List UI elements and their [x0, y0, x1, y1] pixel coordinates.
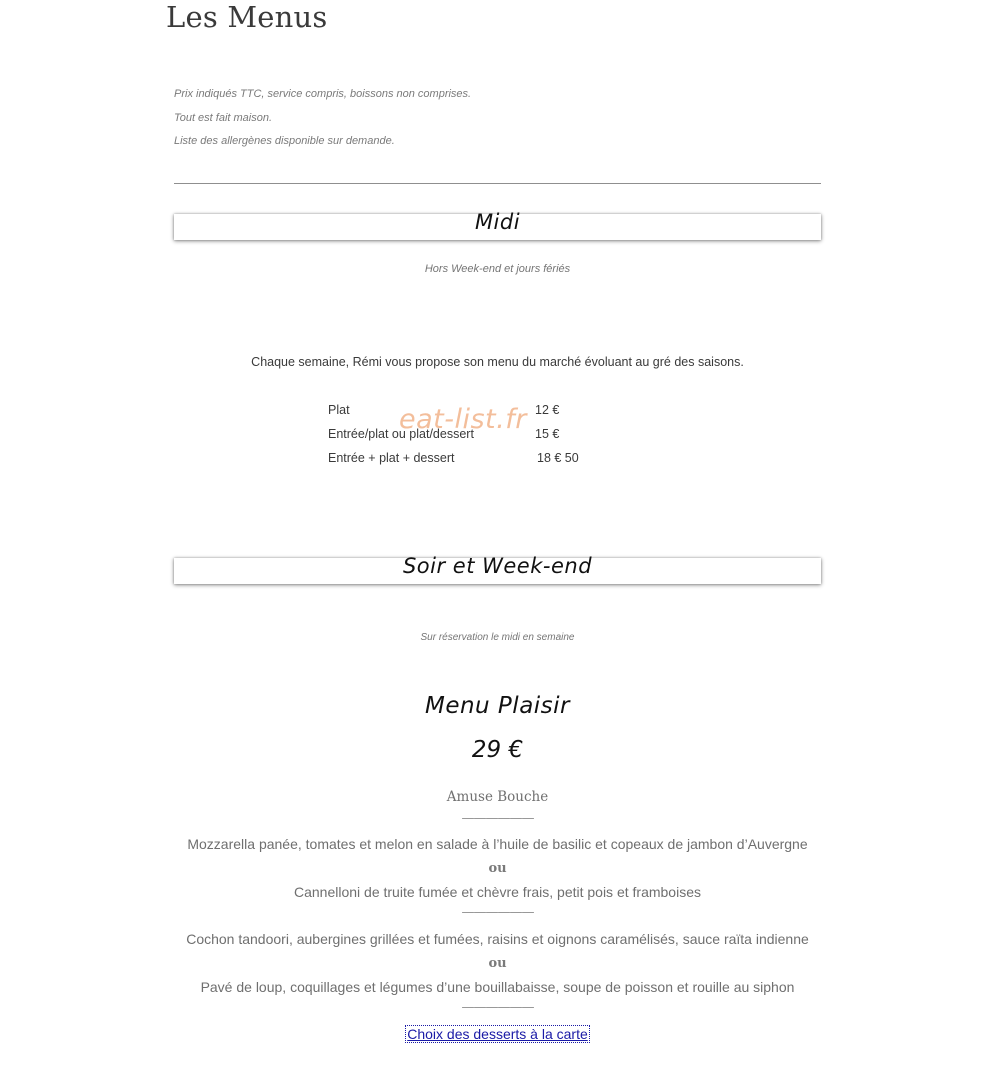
course-main-1: Cochon tandoori, aubergines grillées et fumées, raisins et oignons caramélisés, sauce raïta indienne [186, 931, 809, 948]
soir-caption: Sur réservation le midi en semaine [420, 632, 575, 643]
midi-banner [174, 210, 821, 240]
note-allergens: Liste des allergènes disponible sur demande. [174, 135, 395, 147]
price-row [328, 451, 588, 475]
menu-price: 29 € [471, 737, 524, 763]
price-label: Entrée/plat ou plat/dessert [328, 427, 474, 441]
note-homemade: Tout est fait maison. [174, 111, 273, 124]
course-or: ou [488, 955, 507, 971]
soir-banner-title: Soir et Week-end [402, 554, 593, 578]
price-value: 15 € [535, 427, 560, 441]
dessert-line [100, 1023, 895, 1047]
price-value: 12 € [535, 403, 560, 417]
price-label: Entrée + plat + dessert [328, 451, 455, 465]
pricing-notes [174, 86, 471, 157]
course-separator: —————— [461, 905, 534, 921]
course-main-2: Pavé de loup, coquillages et légumes d’une bouillabaisse, soupe de poisson et rouille au siphon [200, 978, 795, 995]
course-starter-2: Cannelloni de truite fumée et chèvre frais, petit pois et framboises [294, 883, 701, 900]
course-separator: —————— [461, 1000, 534, 1016]
watermark: eat-list.fr [399, 404, 527, 435]
menu-courses [100, 786, 895, 1047]
midi-caption: Hors Week-end et jours fériés [424, 263, 571, 275]
midi-banner-title: Midi [474, 210, 521, 234]
desserts-link[interactable]: Choix des desserts à la carte [407, 1025, 588, 1042]
note-prices: Prix indiqués TTC, service compris, boissons non comprises. [174, 88, 472, 100]
section-divider [174, 183, 821, 184]
course-separator: —————— [461, 810, 534, 826]
price-label: Plat [328, 403, 350, 417]
menu-name: Menu Plaisir [424, 693, 571, 719]
course-or: ou [488, 861, 507, 877]
price-value: 18 € 50 [537, 451, 579, 465]
soir-banner [174, 554, 821, 584]
course-starter-1: Mozzarella panée, tomates et melon en salade à l’huile de basilic et copeaux de jambon d’Auvergne [187, 836, 808, 853]
page-title: Les Menus [166, 0, 328, 34]
course-amuse: Amuse Bouche [446, 789, 549, 805]
midi-intro: Chaque semaine, Rémi vous propose son menu du marché évoluant au gré des saisons. [251, 355, 744, 369]
